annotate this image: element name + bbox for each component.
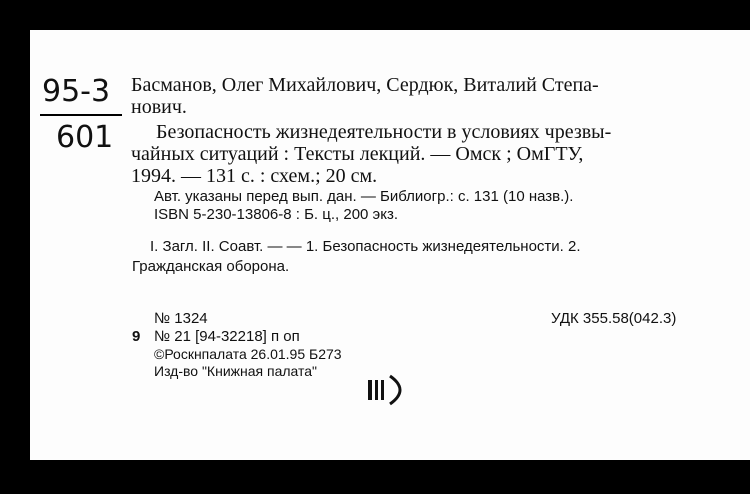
order-number: № 21 [94-32218] п оп [154, 328, 300, 345]
scan-rule-line [0, 300, 34, 302]
publisher-line: Изд-во "Книжная палата" [154, 363, 318, 379]
record-heading-line1: Басманов, Олег Михайлович, Сердюк, Виталий Степа- [131, 74, 599, 96]
record-subjects-line2: Гражданская оборона. [132, 258, 290, 275]
index-number: 9 [132, 328, 141, 345]
record-note-line2: ISBN 5-230-13806-8 : Б. ц., 200 экз. [154, 206, 398, 223]
record-title-line3: 1994. — 131 с. : схем.; 20 см. [131, 165, 378, 187]
card-number: № 1324 [154, 310, 208, 327]
handwritten-code-top: 95-3 [42, 74, 111, 109]
record-subjects-line1: I. Загл. II. Соавт. — — 1. Безопасность жизнедеятельности. 2. [150, 238, 581, 255]
record-note-line1: Авт. указаны перед вып. дан. — Библиогр.: с. 131 (10 назв.). [154, 188, 574, 205]
record-heading-line2: нович. [131, 96, 187, 118]
record-title-line2: чайных ситуаций : Тексты лекций. — Омск ; ОмГТУ, [131, 143, 584, 165]
handwritten-code-bottom: 601 [56, 120, 114, 155]
handwritten-underline [40, 114, 122, 116]
stamp-mark-icon [364, 372, 416, 408]
udc-code: УДК 355.58(042.3) [551, 310, 677, 327]
record-title-line1: Безопасность жизнедеятельности в условиях чрезвы- [156, 121, 612, 143]
book-chamber-line: ©Роскнпалата 26.01.95 Б273 [154, 346, 342, 362]
